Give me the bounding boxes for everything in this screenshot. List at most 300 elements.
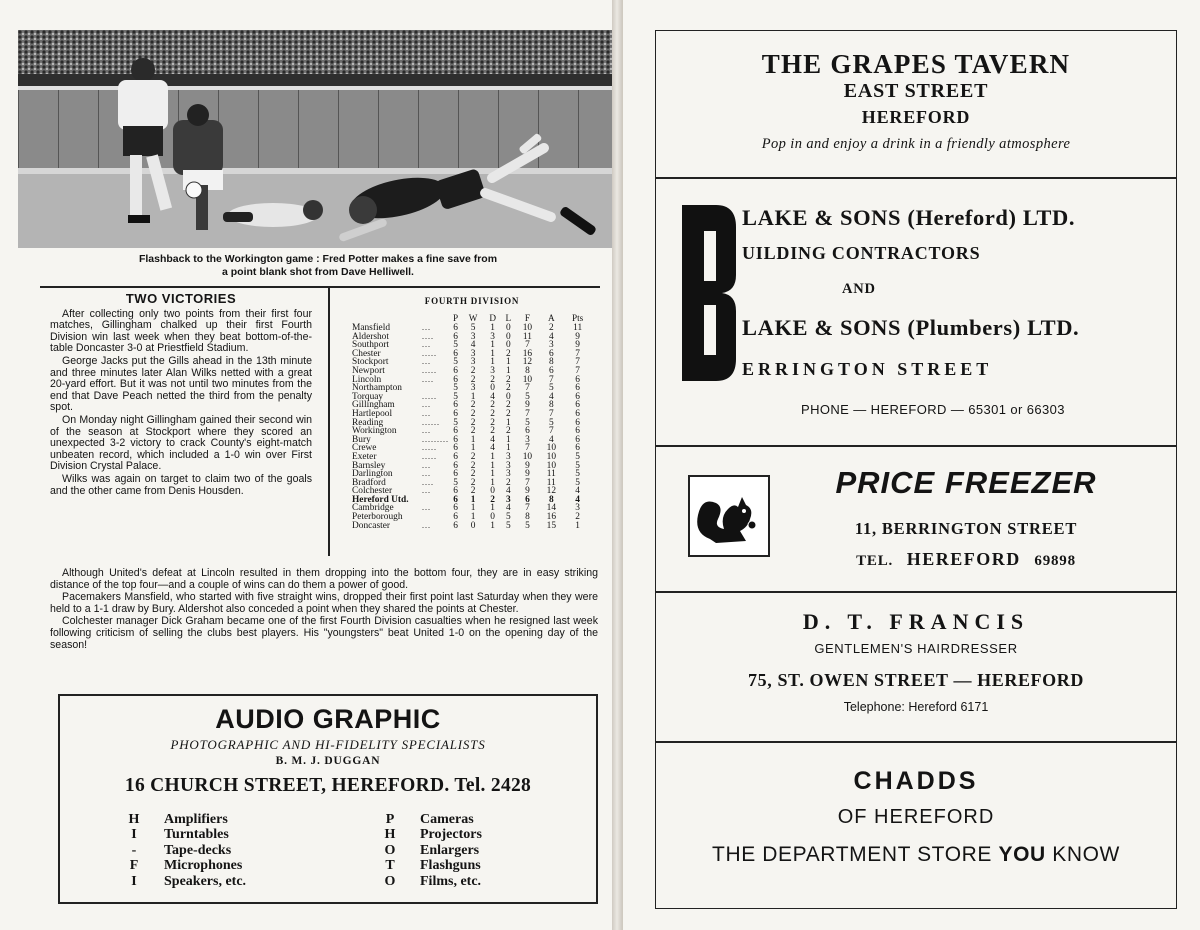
stat-a: 2 bbox=[548, 323, 554, 333]
grapes-name: THE GRAPES TAVERN bbox=[761, 49, 1071, 79]
audio-graphic-name: AUDIO GRAPHIC bbox=[215, 704, 441, 734]
product-letter: O bbox=[384, 842, 396, 858]
leader-dots: ... bbox=[422, 357, 431, 367]
product-item: Turntables bbox=[164, 827, 229, 843]
leader-dots: ..... bbox=[422, 443, 437, 453]
stat-a: 4 bbox=[548, 331, 554, 342]
leader-dots: ... bbox=[422, 400, 431, 410]
stat-w: 2 bbox=[470, 365, 476, 376]
leader-dots: ...... bbox=[422, 417, 440, 427]
leader-dots: ... bbox=[422, 460, 431, 470]
product-item: Films, etc. bbox=[420, 873, 482, 889]
stat-p: 5 bbox=[453, 357, 458, 368]
team-name: Southport bbox=[352, 340, 389, 351]
article-two-victories bbox=[50, 293, 312, 498]
photo-product-list bbox=[360, 812, 482, 889]
stat-p: 5 bbox=[453, 477, 458, 488]
header-cell: D bbox=[489, 313, 496, 323]
product-item: Projectors bbox=[420, 827, 482, 843]
blake-line-3: LAKE & SONS (Plumbers) LTD. bbox=[742, 315, 1080, 340]
leader-dots: ... bbox=[422, 520, 431, 530]
product-row bbox=[104, 843, 246, 858]
stat-w: 1 bbox=[470, 503, 476, 514]
stat-p: 5 bbox=[453, 383, 458, 394]
stat-l: 1 bbox=[505, 417, 511, 428]
hifi-product-list bbox=[104, 812, 246, 889]
stat-pts: 5 bbox=[575, 460, 580, 471]
stat-w: 3 bbox=[470, 348, 476, 359]
stat-l: 4 bbox=[505, 486, 511, 497]
stat-a: 5 bbox=[548, 383, 554, 394]
grapes-tavern-advert bbox=[656, 31, 1176, 177]
stat-l: 3 bbox=[505, 469, 511, 480]
caption-line-2: a point blank shot from Dave Helliwell. bbox=[222, 266, 414, 278]
stat-l: 3 bbox=[505, 494, 511, 505]
team-name: Peterborough bbox=[352, 512, 403, 523]
stat-p: 6 bbox=[453, 400, 458, 411]
stat-a: 10 bbox=[546, 451, 556, 462]
header-cell: F bbox=[524, 313, 530, 323]
divider bbox=[40, 286, 600, 288]
stat-f: 9 bbox=[525, 460, 530, 471]
stat-f: 10 bbox=[522, 374, 533, 385]
team-name: Northampton bbox=[352, 383, 402, 394]
stat-l: 5 bbox=[505, 520, 511, 531]
stat-pts: 9 bbox=[575, 340, 580, 351]
stat-p: 6 bbox=[453, 451, 458, 462]
product-letter: T bbox=[385, 858, 395, 874]
stat-f: 7 bbox=[525, 383, 530, 394]
team-name: Aldershot bbox=[352, 331, 389, 342]
stat-pts: 6 bbox=[575, 417, 580, 428]
league-table-body bbox=[352, 324, 592, 530]
stat-a: 8 bbox=[548, 357, 554, 368]
stat-d: 2 bbox=[490, 417, 495, 428]
stat-a: 11 bbox=[546, 469, 556, 480]
francis-advert bbox=[656, 593, 1176, 739]
stat-w: 1 bbox=[470, 443, 476, 454]
stat-d: 1 bbox=[490, 348, 495, 359]
chadds-name: CHADDS bbox=[853, 767, 979, 795]
stat-d: 2 bbox=[490, 400, 495, 411]
blake-line-2: UILDING CONTRACTORS bbox=[742, 243, 981, 263]
stat-pts: 6 bbox=[575, 400, 580, 411]
product-row bbox=[104, 812, 246, 827]
stat-d: 1 bbox=[490, 520, 495, 531]
stat-d: 2 bbox=[490, 494, 495, 505]
stat-pts: 6 bbox=[575, 426, 580, 437]
stat-f: 5 bbox=[525, 520, 530, 531]
stat-pts: 6 bbox=[575, 374, 580, 385]
stat-p: 6 bbox=[453, 486, 458, 497]
stat-w: 2 bbox=[470, 451, 476, 462]
stat-p: 5 bbox=[453, 391, 458, 402]
stat-pts: 11 bbox=[573, 323, 583, 333]
team-name: Doncaster bbox=[352, 520, 391, 531]
audio-graphic-advert bbox=[58, 694, 598, 904]
stat-w: 0 bbox=[470, 520, 476, 531]
stat-p: 6 bbox=[453, 460, 458, 471]
stat-f: 7 bbox=[525, 503, 530, 514]
stat-l: 3 bbox=[505, 451, 511, 462]
league-table-grid bbox=[352, 312, 592, 530]
stat-p: 5 bbox=[453, 417, 458, 428]
stat-f: 7 bbox=[525, 443, 530, 454]
photo-caption bbox=[18, 253, 618, 279]
stat-f: 6 bbox=[525, 494, 530, 505]
stat-pts: 6 bbox=[575, 443, 580, 454]
product-letter: O bbox=[384, 873, 396, 889]
price-freezer-tel-town: HEREFORD bbox=[906, 549, 1021, 569]
article-paragraph: Wilks was again on target to claim two of the goals and the other came from Denis Housden. bbox=[50, 472, 312, 497]
header-cell: Pts bbox=[572, 313, 584, 323]
price-freezer-advert bbox=[656, 447, 1176, 591]
article-title: TWO VICTORIES bbox=[125, 291, 237, 306]
stat-d: 1 bbox=[490, 469, 495, 480]
stat-f: 11 bbox=[522, 331, 532, 342]
team-name: Crewe bbox=[352, 443, 377, 454]
stat-a: 7 bbox=[548, 408, 554, 419]
product-letter: F bbox=[129, 858, 139, 874]
chadds-tagline-pre: THE DEPARTMENT STORE bbox=[712, 843, 999, 866]
stat-a: 15 bbox=[546, 520, 556, 531]
product-letter: I bbox=[131, 873, 137, 889]
stat-w: 2 bbox=[470, 426, 476, 437]
team-name: Lincoln bbox=[352, 374, 382, 385]
stat-d: 3 bbox=[490, 331, 495, 342]
stat-f: 5 bbox=[525, 417, 530, 428]
stat-a: 6 bbox=[548, 348, 554, 359]
blake-big-b-logo bbox=[682, 205, 736, 381]
product-item: Flashguns bbox=[420, 858, 481, 874]
stat-f: 7 bbox=[525, 340, 530, 351]
product-item: Tape-decks bbox=[164, 842, 232, 858]
adverts-frame bbox=[655, 30, 1177, 909]
leader-dots: ..... bbox=[422, 391, 437, 401]
leader-dots: ... bbox=[422, 486, 431, 496]
chadds-tagline bbox=[656, 843, 1176, 867]
stat-d: 2 bbox=[490, 408, 495, 419]
stat-pts: 3 bbox=[575, 503, 580, 514]
stat-l: 0 bbox=[505, 323, 511, 333]
stat-f: 9 bbox=[525, 469, 530, 480]
stat-pts: 5 bbox=[575, 477, 580, 488]
stat-w: 1 bbox=[470, 434, 476, 445]
stat-f: 5 bbox=[525, 391, 530, 402]
stat-a: 8 bbox=[548, 494, 554, 505]
stat-l: 2 bbox=[505, 383, 511, 394]
stat-f: 16 bbox=[522, 348, 533, 359]
stat-d: 4 bbox=[490, 443, 495, 454]
stat-l: 2 bbox=[505, 400, 511, 411]
stat-l: 2 bbox=[505, 408, 511, 419]
stat-f: 12 bbox=[522, 357, 533, 368]
stat-d: 1 bbox=[490, 340, 495, 351]
product-row bbox=[104, 858, 246, 873]
price-freezer-telephone bbox=[806, 549, 1126, 570]
team-name: Chester bbox=[352, 348, 381, 359]
team-name: Bradford bbox=[352, 477, 386, 488]
stat-d: 1 bbox=[490, 503, 495, 514]
team-name: Newport bbox=[352, 365, 385, 376]
price-freezer-tel-label: TEL. bbox=[856, 553, 894, 569]
stat-w: 3 bbox=[470, 383, 476, 394]
header-cell: L bbox=[505, 313, 512, 323]
product-letter: I bbox=[131, 827, 137, 843]
stat-w: 1 bbox=[470, 391, 476, 402]
stat-a: 16 bbox=[546, 512, 556, 523]
stat-a: 3 bbox=[548, 340, 554, 351]
product-letter: H bbox=[384, 827, 396, 843]
stat-d: 1 bbox=[490, 477, 495, 488]
grapes-slogan: Pop in and enjoy a drink in a friendly atmosphere bbox=[761, 136, 1071, 152]
stat-a: 5 bbox=[548, 417, 554, 428]
stat-a: 11 bbox=[546, 477, 556, 488]
chadds-of-hereford: OF HEREFORD bbox=[837, 806, 995, 828]
leader-dots: ..... bbox=[422, 451, 437, 461]
product-letter: - bbox=[131, 842, 137, 858]
francis-address: 75, ST. OWEN STREET — HEREFORD bbox=[748, 670, 1084, 690]
stat-a: 10 bbox=[546, 443, 556, 454]
francis-name: D. T. FRANCIS bbox=[802, 609, 1030, 634]
stat-pts: 4 bbox=[575, 494, 580, 505]
stat-d: 0 bbox=[490, 512, 495, 523]
league-table-title: FOURTH DIVISION bbox=[424, 296, 520, 306]
stat-a: 10 bbox=[546, 460, 556, 471]
stat-w: 2 bbox=[470, 417, 476, 428]
audio-graphic-subtitle: PHOTOGRAPHIC AND HI-FIDELITY SPECIALISTS bbox=[170, 737, 486, 752]
product-row bbox=[360, 827, 482, 842]
team-name: Hartlepool bbox=[352, 408, 393, 419]
team-name: Gillingham bbox=[352, 400, 395, 411]
leader-dots: ... bbox=[422, 323, 431, 332]
stat-p: 6 bbox=[453, 348, 458, 359]
product-item: Cameras bbox=[420, 812, 474, 827]
team-name: Mansfield bbox=[352, 323, 391, 333]
stat-p: 5 bbox=[453, 340, 458, 351]
product-letter: H bbox=[128, 812, 140, 827]
blake-line-4: ERRINGTON STREET bbox=[742, 359, 993, 379]
blake-sons-advert bbox=[656, 179, 1176, 445]
header-cell: A bbox=[547, 313, 555, 323]
stat-pts: 7 bbox=[575, 348, 580, 359]
stat-w: 2 bbox=[470, 486, 476, 497]
product-row bbox=[104, 874, 246, 889]
stat-p: 6 bbox=[453, 408, 458, 419]
stat-pts: 5 bbox=[575, 469, 580, 480]
stat-w: 1 bbox=[470, 512, 476, 523]
product-item: Speakers, etc. bbox=[164, 873, 247, 889]
stat-pts: 6 bbox=[575, 391, 580, 402]
header-cell: P bbox=[452, 313, 459, 323]
leader-dots: ..... bbox=[422, 365, 437, 375]
francis-trade: GENTLEMEN'S HAIRDRESSER bbox=[814, 641, 1018, 656]
stat-p: 6 bbox=[453, 443, 458, 454]
team-name: Cambridge bbox=[352, 503, 394, 514]
stat-pts: 6 bbox=[575, 383, 580, 394]
team-name: Exeter bbox=[352, 451, 377, 462]
stat-w: 1 bbox=[470, 494, 476, 505]
stat-p: 6 bbox=[453, 426, 458, 437]
team-name: Darlington bbox=[352, 469, 393, 480]
stat-a: 4 bbox=[548, 434, 554, 445]
stat-w: 3 bbox=[470, 357, 476, 368]
stat-p: 6 bbox=[453, 434, 458, 445]
stat-d: 1 bbox=[490, 451, 495, 462]
stat-l: 1 bbox=[505, 365, 511, 376]
stat-d: 2 bbox=[490, 374, 495, 385]
product-item: Enlargers bbox=[420, 842, 480, 858]
chadds-advert bbox=[656, 743, 1176, 903]
stat-f: 9 bbox=[525, 400, 530, 411]
grapes-town: HEREFORD bbox=[861, 107, 971, 127]
price-freezer-tel-number: 69898 bbox=[1034, 553, 1076, 569]
product-letter: P bbox=[385, 812, 395, 827]
page-gutter bbox=[612, 0, 622, 930]
team-name: Workington bbox=[352, 426, 397, 437]
stat-l: 2 bbox=[505, 477, 511, 488]
article-paragraph: After collecting only two points from their first four matches, Gillingham chalked up their first Fourth Division win last week when they beat bottom-of-the-table Doncaster 3-0 at Priestfield Stadium. bbox=[50, 307, 312, 355]
blake-phone: PHONE — HEREFORD — 65301 or 66303 bbox=[801, 402, 1065, 417]
blake-and: AND bbox=[842, 281, 876, 297]
stat-l: 3 bbox=[505, 460, 511, 471]
stat-l: 2 bbox=[505, 426, 511, 437]
stat-l: 0 bbox=[505, 391, 511, 402]
audio-graphic-address: 16 CHURCH STREET, HEREFORD. Tel. 2428 bbox=[124, 775, 532, 796]
stat-w: 2 bbox=[470, 400, 476, 411]
leader-dots: ......... bbox=[422, 434, 449, 444]
stat-f: 8 bbox=[525, 512, 530, 523]
leader-dots: ... bbox=[422, 469, 431, 479]
stat-a: 7 bbox=[548, 426, 554, 437]
stat-pts: 7 bbox=[575, 365, 580, 376]
leader-dots: .... bbox=[422, 331, 434, 341]
article-paragraph: On Monday night Gillingham gained their second win of the season at Stockport where they scored an unexpected 3-2 victory to crack County's eight-match unbeaten record, which included a 1-0 win over First Division Crystal Palace. bbox=[50, 413, 312, 473]
stat-d: 3 bbox=[490, 365, 495, 376]
leader-dots: .... bbox=[422, 477, 434, 487]
squirrel-icon bbox=[688, 475, 770, 557]
stat-d: 4 bbox=[490, 434, 495, 445]
football-photo bbox=[18, 30, 618, 248]
stat-d: 0 bbox=[490, 383, 495, 394]
team-name: Hereford Utd. bbox=[352, 494, 409, 505]
leader-dots: ... bbox=[422, 340, 431, 350]
stat-a: 6 bbox=[548, 365, 554, 376]
stat-w: 2 bbox=[470, 374, 476, 385]
stat-d: 0 bbox=[490, 486, 495, 497]
stat-pts: 6 bbox=[575, 434, 580, 445]
stat-f: 9 bbox=[525, 486, 530, 497]
leader-dots: ..... bbox=[422, 348, 437, 358]
stat-p: 6 bbox=[453, 520, 458, 531]
product-row bbox=[104, 827, 246, 842]
header-cell: W bbox=[468, 313, 478, 323]
stat-l: 0 bbox=[505, 340, 511, 351]
caption-line-1: Flashback to the Workington game : Fred Potter makes a fine save from bbox=[138, 253, 498, 265]
stat-l: 4 bbox=[505, 503, 511, 514]
stat-a: 7 bbox=[548, 374, 554, 385]
team-name: Colchester bbox=[352, 486, 393, 497]
blake-line-1: LAKE & SONS (Hereford) LTD. bbox=[742, 205, 1076, 230]
stat-f: 7 bbox=[525, 477, 530, 488]
stat-d: 1 bbox=[490, 460, 495, 471]
stat-p: 6 bbox=[453, 374, 458, 385]
stat-d: 1 bbox=[490, 357, 495, 368]
stat-pts: 1 bbox=[575, 520, 580, 531]
francis-telephone: Telephone: Hereford 6171 bbox=[843, 700, 989, 714]
leader-dots: ... bbox=[422, 426, 431, 436]
team-name: Reading bbox=[352, 417, 384, 428]
stat-a: 8 bbox=[548, 400, 554, 411]
stat-f: 3 bbox=[525, 434, 530, 445]
product-row bbox=[360, 858, 482, 873]
stat-pts: 2 bbox=[575, 512, 580, 523]
stat-w: 2 bbox=[470, 408, 476, 419]
article-continued bbox=[50, 568, 598, 652]
stat-p: 6 bbox=[453, 331, 458, 342]
stat-pts: 4 bbox=[575, 486, 580, 497]
stat-l: 1 bbox=[505, 443, 511, 454]
stat-w: 5 bbox=[470, 323, 476, 333]
stat-p: 6 bbox=[453, 323, 458, 333]
table-row bbox=[352, 522, 592, 531]
audio-graphic-owner: B. M. J. DUGGAN bbox=[275, 755, 381, 767]
product-row bbox=[360, 843, 482, 858]
leader-dots: .... bbox=[422, 374, 434, 384]
chadds-tagline-post: KNOW bbox=[1045, 843, 1120, 866]
stat-pts: 6 bbox=[575, 408, 580, 419]
team-name: Torquay bbox=[352, 391, 384, 402]
article-paragraph: Colchester manager Dick Graham became one of the first Fourth Division casualties when he resigned last week following criticism of selling the clubs best players. His "youngsters" beat United 1-0 on the opening day of the season! bbox=[50, 615, 598, 651]
article-paragraph: Although United's defeat at Lincoln resulted in them dropping into the bottom four, they are in easy striking distance of the top four—and a couple of wins can do them a power of good. bbox=[50, 567, 598, 591]
product-item: Amplifiers bbox=[164, 812, 228, 827]
stat-d: 4 bbox=[490, 391, 495, 402]
product-row bbox=[360, 812, 482, 827]
stat-a: 12 bbox=[546, 486, 556, 497]
stat-a: 14 bbox=[546, 503, 556, 514]
stat-p: 6 bbox=[453, 512, 458, 523]
stat-w: 3 bbox=[470, 331, 476, 342]
stat-p: 6 bbox=[453, 494, 458, 505]
stat-a: 4 bbox=[548, 391, 554, 402]
stat-f: 6 bbox=[525, 426, 530, 437]
product-item: Microphones bbox=[164, 858, 243, 874]
stat-f: 7 bbox=[525, 408, 530, 419]
price-freezer-address: 11, BERRINGTON STREET bbox=[854, 519, 1078, 538]
article-paragraph: Pacemakers Mansfield, who started with five straight wins, dropped their first point last Saturday when they were held to a 1-1 draw by Bury. Aldershot also conceded a point when they shared the points at Chester. bbox=[50, 591, 598, 615]
stat-l: 1 bbox=[505, 357, 511, 368]
stat-p: 6 bbox=[453, 365, 458, 376]
stat-w: 2 bbox=[470, 469, 476, 480]
stat-l: 2 bbox=[505, 348, 511, 359]
stat-pts: 5 bbox=[575, 451, 580, 462]
team-name: Barnsley bbox=[352, 460, 386, 471]
league-table bbox=[352, 296, 592, 530]
stat-l: 1 bbox=[505, 434, 511, 445]
product-row bbox=[360, 874, 482, 889]
stat-f: 10 bbox=[522, 323, 533, 333]
stat-p: 6 bbox=[453, 469, 458, 480]
stat-f: 10 bbox=[522, 451, 533, 462]
stat-w: 2 bbox=[470, 460, 476, 471]
stat-w: 4 bbox=[470, 340, 476, 351]
stat-l: 0 bbox=[505, 331, 511, 342]
stat-l: 2 bbox=[505, 374, 511, 385]
team-name: Bury bbox=[352, 434, 371, 445]
chadds-tagline-bold: YOU bbox=[998, 843, 1046, 866]
leader-dots: ... bbox=[422, 408, 431, 418]
price-freezer-name: PRICE FREEZER bbox=[835, 465, 1097, 500]
